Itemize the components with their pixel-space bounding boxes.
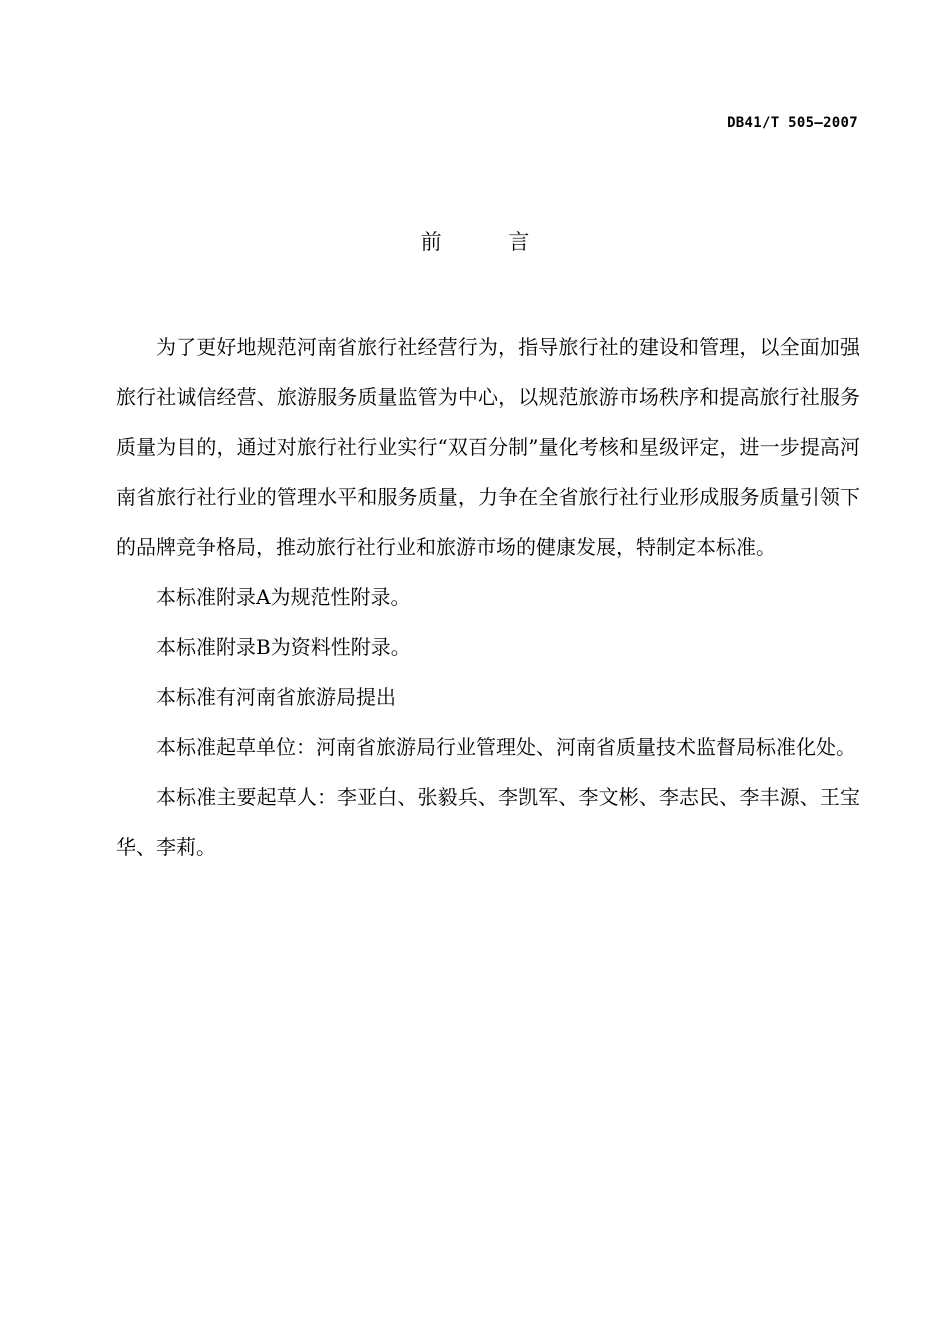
- paragraph-drafting-units: 本标准起草单位：河南省旅游局行业管理处、河南省质量技术监督局标准化处。: [156, 735, 856, 759]
- standard-code: DB41/T 505—2007: [727, 115, 858, 131]
- paragraph-drafters: 本标准主要起草人：李亚白、张毅兵、李凯军、李文彬、李志民、李丰源、王宝华、李莉。: [116, 785, 860, 859]
- paragraph-purpose: 为了更好地规范河南省旅行社经营行为，指导旅行社的建设和管理，以全面加强旅行社诚信经营、旅游服务质量监管为中心，以规范旅游市场秩序和提高旅行社服务质量为目的，通过对旅行社行业实行“双百分制”量化考核和星级评定，进一步提高河南省旅行社行业的管理水平和服务质量，力争在全省旅行社行业形成服务质量引领下的品牌竞争格局，推动旅行社行业和旅游市场的健康发展，特制定本标准。: [116, 335, 860, 559]
- foreword-body: [116, 322, 860, 872]
- paragraph-proposer: 本标准有河南省旅游局提出: [156, 685, 396, 709]
- page-title: 前 言: [420, 230, 560, 254]
- paragraph-appendix-b: 本标准附录B为资料性附录。: [156, 635, 411, 659]
- paragraph-appendix-a: 本标准附录A为规范性附录。: [156, 585, 411, 609]
